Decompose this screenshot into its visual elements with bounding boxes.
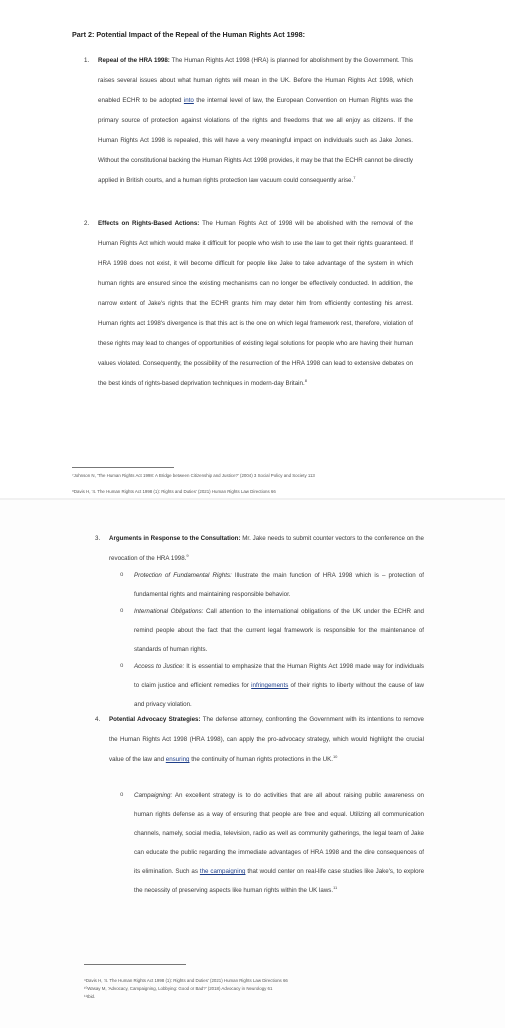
- item-title: Repeal of the HRA 1998:: [98, 57, 170, 64]
- footnote-ref: 9: [186, 552, 189, 558]
- sub-item-title: International Obligations:: [134, 608, 204, 615]
- document-page-1: [0, 0, 505, 500]
- item-text: Mr. Jake needs to submit counter vectors to the conference on the revocation of the HRA 1998.: [109, 535, 424, 562]
- list-number: 3.: [95, 535, 101, 542]
- list-item-repeal: [84, 51, 413, 191]
- sub-item-text-cont: that would center on real-life case studies like Jake's, to explore the necessity of preserving aspects like human rights within the UK laws.: [134, 868, 425, 894]
- underlined-word: infringements: [251, 682, 289, 689]
- sub-item-text: It is essential to emphasize that the Human Rights Act 1998 made way for individuals to claim justice and efficient remedies for: [134, 663, 424, 689]
- item-text: The Human Rights Act of 1998 will be abolished with the removal of the Human Rights Act which would make it difficult for people who wish to use the law to get their rights guaranteed. If HRA 1998 does not exist, it will become difficult for people like Jake to take advantage of the system in which human rights are ensured since the existing mechanisms can no longer be effectively conducted. In addition, the narrow extent of Jake's rights that the ECHR grants him may deter him from efficiently contesting his arrest. Human rights act 1998's divergence is that this act is the one on which legal framework rest, therefore, violation of these rights may lead to changes of opportunities of existing legal solutions for people who are having their human values violated. Consequently, the possibility of the resurrection of the HRA 1998 can lead to extensive debates on the best kinds of rights-based deprivation techniques in modern-day Britain.: [98, 220, 414, 387]
- bullet-marker: o: [120, 663, 124, 669]
- footnote-7: ⁷Johnson N, 'The Human Rights Act 1998: A Bridge between Citizenship and Justice?' (2004) 3 Social Policy and Society 113: [72, 473, 315, 478]
- footnote-ref: 8: [304, 377, 307, 383]
- item-title: Potential Advocacy Strategies:: [109, 716, 201, 723]
- sub-item-international: [120, 602, 424, 659]
- footnote-11: ¹¹Ibid.: [84, 994, 96, 999]
- item-text-cont: the continuity of human rights protections in the UK.: [189, 756, 333, 763]
- list-number: 1.: [84, 57, 90, 64]
- bullet-marker: o: [120, 608, 124, 614]
- sub-item-text: Illustrate the main function of HRA 1998 which is – protection of fundamental rights and maintaining responsible behavior.: [134, 572, 424, 598]
- sub-item-text-cont: of their rights to liberty without the cause of law and privacy violation.: [134, 682, 425, 708]
- sub-item-title: Access to Justice:: [134, 663, 185, 670]
- footnote-ref: 11: [333, 884, 338, 890]
- footnote-divider: [84, 964, 186, 965]
- sub-item-text: An excellent strategy is to do activities that are all about raising public awareness on human rights defense as a way of ensuring that people are free and equal. Utilizing all communication channels, namely, social media, television, radio as well as community gatherings, the legal team of Jake can educate the public regarding the immediate advantages of HRA 1998 and the dire consequences of its elimination. Such as: [134, 792, 424, 875]
- footnote-8: ⁸Davis H, '4. The Human Rights Act 1998 (1): Rights and Duties' (2021) Human Rights Law Directions 66: [72, 489, 276, 494]
- item-text: The defense attorney, confronting the Government with its intentions to remove the Human Rights Act 1998 (HRA 1998), can apply the pro-advocacy strategy, which would highlight the crucial value of the law and: [109, 716, 424, 763]
- footnote-ref: 10: [332, 753, 338, 759]
- list-item-arguments: [95, 529, 424, 569]
- sub-item-title: Campaigning:: [134, 792, 173, 799]
- bullet-marker: o: [120, 572, 124, 578]
- underlined-word: into: [183, 97, 194, 104]
- footnote-9: ⁹Davis H, '4. The Human Rights Act 1998 (1): Rights and Duties' (2021) Human Rights Law Directions 66: [84, 978, 288, 983]
- underlined-word: the campaigning: [199, 868, 246, 875]
- footnote-ref: 7: [353, 174, 356, 180]
- sub-item-campaigning: [120, 786, 425, 900]
- item-text: The Human Rights Act 1998 (HRA) is planned for abolishment by the Government. This raises several issues about what human rights will mean in the UK. Before the Human Rights Act 1998, which enabled ECHR to be adopted: [98, 57, 413, 104]
- item-text-cont: the internal level of law, the European Convention on Human Rights was the primary source of protection against violations of the rights and freedoms that we all enjoy as citizens. If the Human Rights Act 1998 is repealed, this will have a very meaningful impact on individuals such as Jake Jones. Without the constitutional backing the Human Rights Act 1998 provides, it may be that the ECHR cannot be directly applied in British courts, and a human rights protection law vacuum could consequently arise.: [98, 97, 413, 184]
- sub-item-text: Call attention to the international obligations of the UK under the ECHR and remind people about the fact that the current legal framework is responsible for the maintenance of standards of human rights.: [134, 608, 424, 653]
- bullet-marker: o: [120, 792, 124, 798]
- item-title: Effects on Rights-Based Actions:: [98, 220, 200, 227]
- document-page-2: [0, 500, 505, 1028]
- list-number: 4.: [95, 716, 101, 723]
- sub-item-title: Protection of Fundamental Rights:: [134, 572, 232, 579]
- footnote-divider: [72, 467, 174, 468]
- item-title: Arguments in Response to the Consultation:: [109, 535, 241, 542]
- list-item-advocacy: [95, 710, 424, 770]
- sub-item-access-justice: [120, 657, 425, 714]
- underlined-word: ensuring: [165, 756, 190, 763]
- section-heading: Part 2: Potential Impact of the Repeal of the Human Rights Act 1998:: [72, 30, 305, 39]
- sub-item-fundamental-rights: [120, 566, 424, 604]
- list-number: 2.: [84, 220, 90, 227]
- list-item-effects: [84, 214, 414, 394]
- footnote-10: ¹⁰Wasay M, 'Advocacy, Campaigning, Lobbying: Good or Bad?' (2018) Advocacy in Neurology 61: [84, 986, 273, 991]
